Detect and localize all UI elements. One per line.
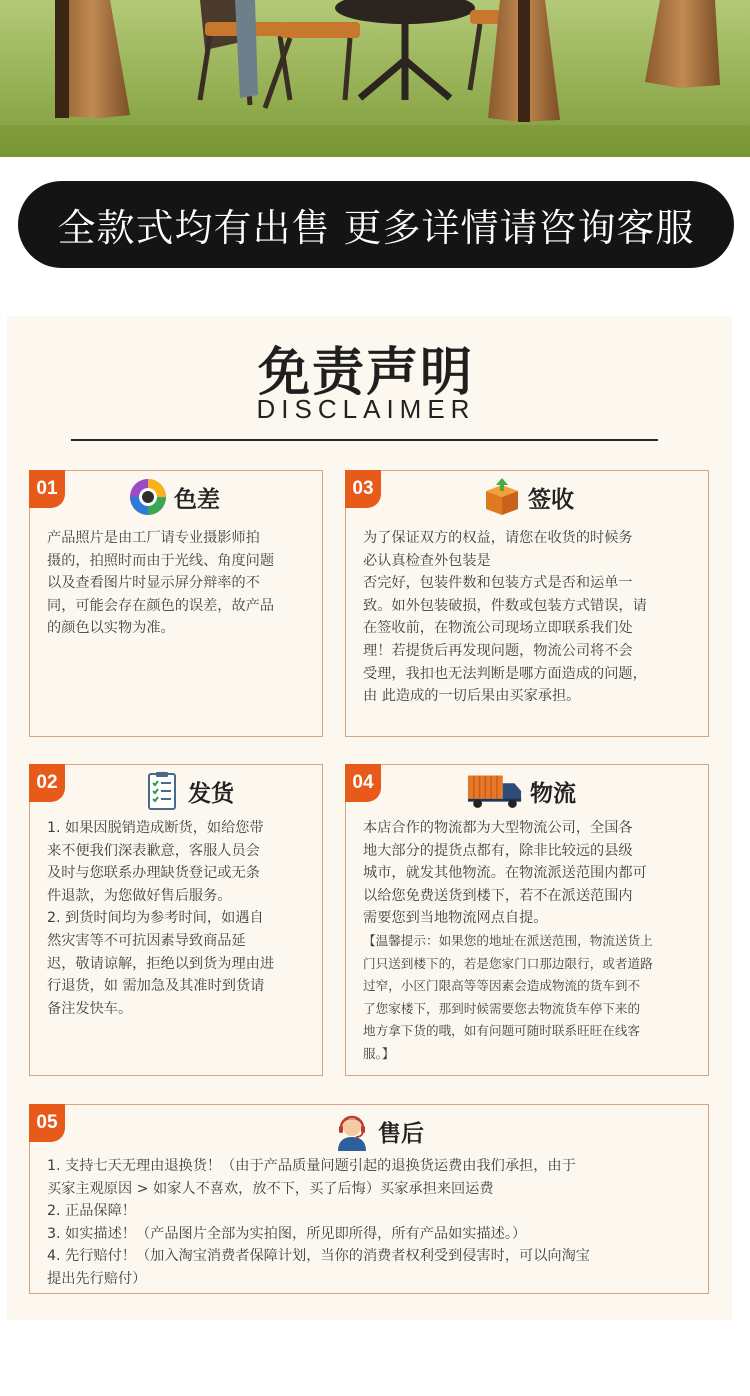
divider	[71, 439, 658, 441]
color-wheel-icon	[128, 477, 168, 517]
customer-service-icon	[332, 1111, 372, 1151]
card-text: 1. 支持七天无理由退换货！（由于产品质量问题引起的退换货运费由我们承担，由于 买家主观原因 > 如家人不喜欢，放不下，买了后悔）买家承担来回运费 2. 正品保障！ 3. 如实描述！（产品图片全部为实拍图，所见即所得，所有产品如实描述。） 4. 先行赔付！（加入淘宝消费者保障计划，当你的消费者权利受到侵害时，可以向淘宝 提出先行赔付）	[47, 1158, 590, 1287]
card-number: 01	[29, 470, 65, 508]
card-after-sales	[29, 1104, 709, 1294]
warm-tip: 【温馨提示：如果您的地址在派送范围，物流送货上 门只送到楼下的，若是您家门口那边限行，或者道路 过窄，小区门限高等等因素会造成物流的货车到不 了您家楼下，那到时候需要您去物流货车停下来的 地方拿下货的哦，如有问题可随时联系旺旺在线客 服。】	[363, 932, 653, 1061]
card-shipping	[29, 764, 323, 1076]
card-number: 02	[29, 764, 65, 802]
card-sign-for	[345, 470, 709, 737]
disclaimer-subtitle: DISCLAIMER	[256, 394, 476, 424]
card-title: 色差	[174, 486, 220, 513]
card-logistics	[345, 764, 709, 1076]
card-number: 04	[345, 764, 381, 802]
card-text: 1. 如果因脱销造成断货，如给您带 来不便我们深表歉意，客服人员会 及时与您联系办理缺货登记或无条 件退款，为您做好售后服务。 2. 到货时间均为参考时间，如遇自 然灾害等不可抗因素导致商品延 迟，敬请谅解，拒绝以到货为理由进 行退货，如 需加急及其准时到货请 备注发快车。	[47, 820, 275, 1017]
checklist-icon	[142, 771, 182, 811]
parcel-box-icon	[482, 477, 522, 517]
card-text: 产品照片是由工厂请专业摄影师拍 摄的，拍照时而由于光线、角度问题 以及查看图片时显示屏分辩率的不 同，可能会存在颜色的误差，故产品 的颜色以实物为准。	[47, 530, 275, 637]
product-photo	[0, 0, 750, 157]
card-text: 为了保证双方的权益，请您在收货的时候务 必认真检查外包装是 否完好，包装件数和包装方式是否和运单一 致。如外包装破损，件数或包装方式错误，请 在签收前，在物流公司现场立即联系我们处 理！若提货后再发现问题，物流公司将不会 受理，我扣也无法判断是哪方面造成的问题， 由 此造成的一切后果由买家承担。	[363, 530, 647, 705]
card-title: 签收	[528, 486, 574, 513]
card-text: 本店合作的物流都为大型物流公司，全国各 地大部分的提货点都有，除非比较远的县级 城市，就发其他物流。在物流派送范围内都可 以给您免费送货到楼下，若不在派送范围内 需要您到当地物流网点自提。 【温馨提示：如果您的地址在派送范围，物流送货上 门只送到楼下的，若是您家门口那边限行，或者道路 过窄，小区门限高等等因素会造成物流的货车到不 了您家楼下，那到时候需要您去物流货车停下来的 地方拿下货的哦，如有问题可随时联系旺旺在线客 服。】	[363, 817, 698, 1066]
card-color-difference	[29, 470, 323, 737]
banner-text: 全款式均有出售 更多详情请咨询客服	[57, 206, 695, 250]
delivery-truck-icon	[466, 771, 524, 811]
promo-banner	[18, 181, 734, 268]
card-number: 03	[345, 470, 381, 508]
card-title: 发货	[188, 780, 234, 807]
card-title: 物流	[530, 780, 576, 807]
card-title: 售后	[378, 1120, 424, 1147]
card-number: 05	[29, 1104, 65, 1142]
disclaimer-title: 免责声明	[257, 343, 474, 403]
